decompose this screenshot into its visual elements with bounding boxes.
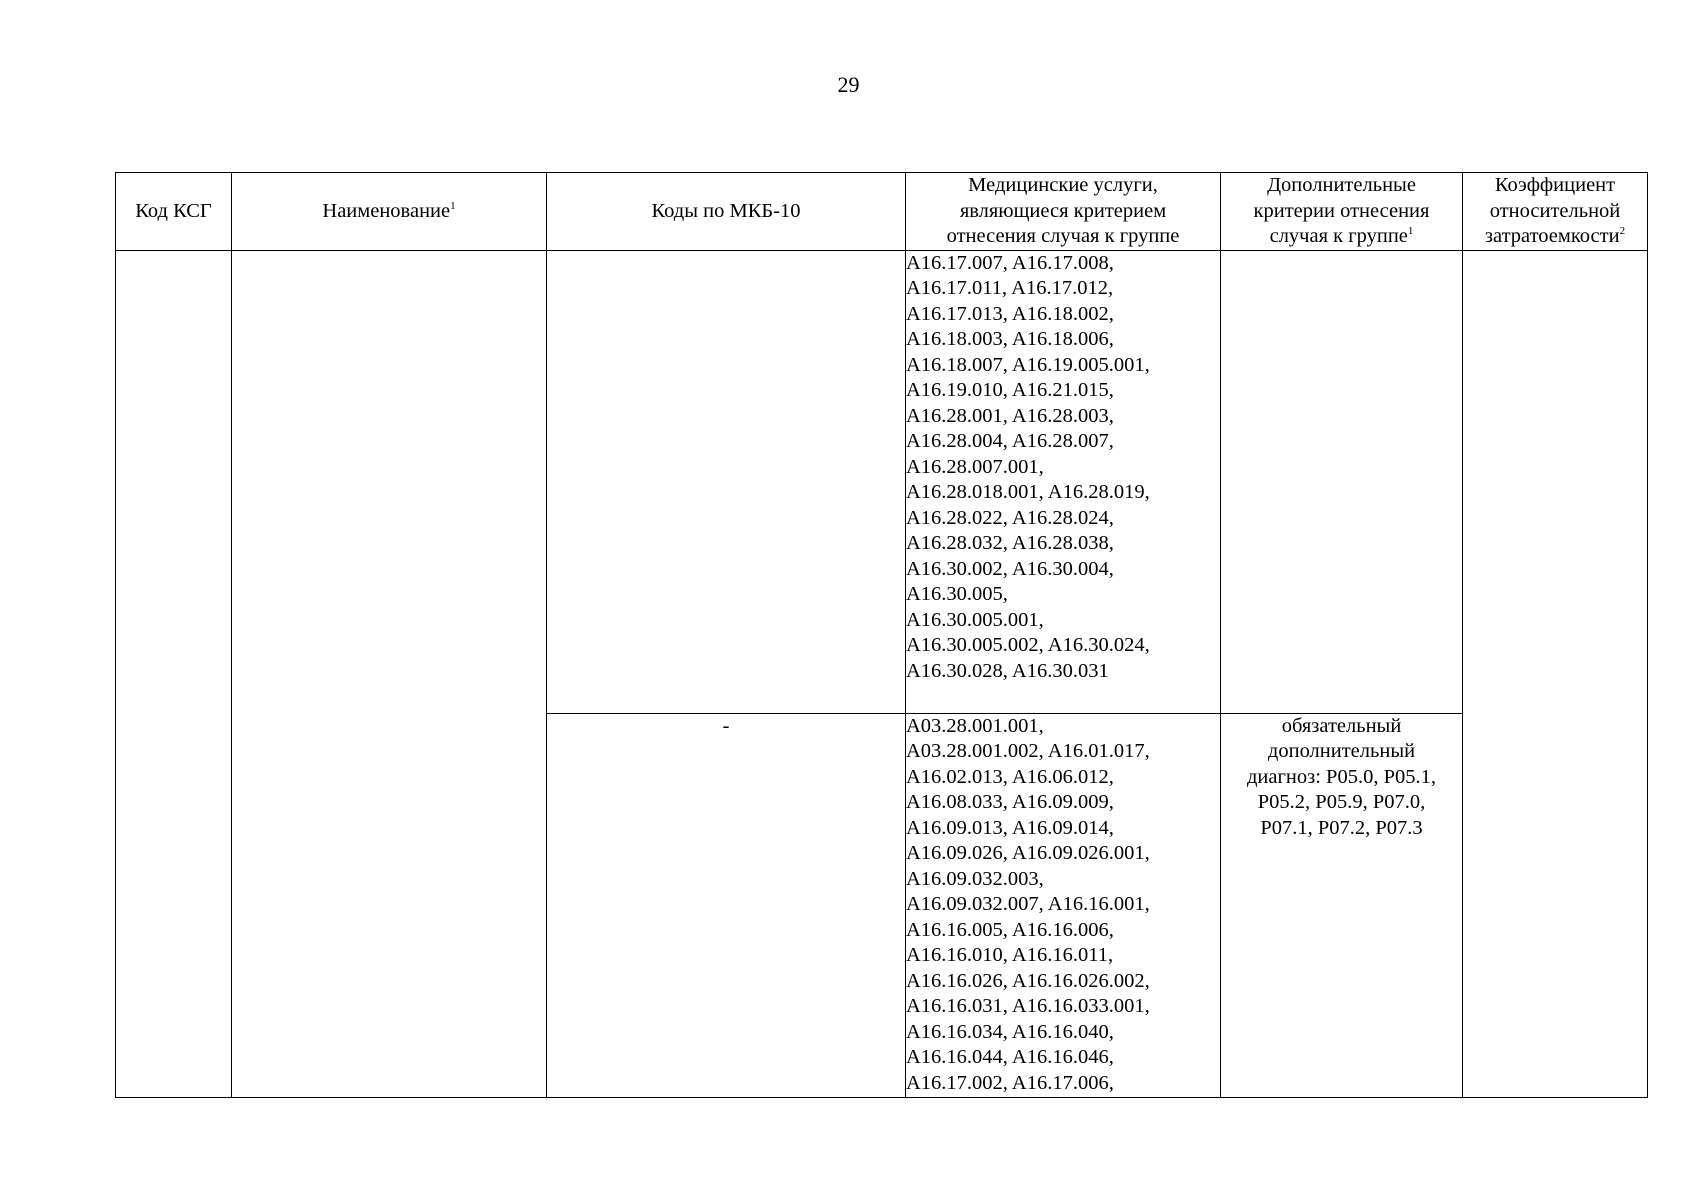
service-code-line: A16.17.007, A16.17.008,: [906, 251, 1114, 274]
service-code-line: A03.28.001.001,: [906, 714, 1044, 737]
service-code-line: A16.09.026, A16.09.026.001,: [906, 842, 1150, 864]
service-code-line: A16.28.018.001, A16.28.019,: [906, 481, 1150, 503]
header-services-line: являющиеся критерием: [959, 199, 1167, 222]
service-code-line: A16.09.032.007, A16.16.001,: [906, 893, 1150, 915]
service-code-line: A16.17.013, A16.18.002,: [906, 302, 1114, 325]
service-code-line: A16.16.031, A16.16.033.001,: [906, 995, 1150, 1017]
service-code-line: A16.17.002, A16.17.006,: [906, 1071, 1114, 1094]
service-code-line: A03.28.001.002, A16.01.017,: [906, 740, 1150, 762]
ksg-table: [115, 172, 1648, 1098]
header-name-label: Наименование: [322, 199, 451, 222]
page-number: 29: [837, 72, 860, 97]
service-code-line: A16.28.007.001,: [906, 455, 1044, 478]
header-services-line: Медицинские услуги,: [968, 174, 1158, 196]
service-code-line: A16.28.004, A16.28.007,: [906, 430, 1114, 452]
extra-criteria-cell: [1221, 250, 1463, 713]
service-code-line: A16.18.003, A16.18.006,: [906, 328, 1114, 350]
header-extra-line: Дополнительные: [1267, 174, 1416, 196]
header-coef-line: относительной: [1489, 199, 1621, 222]
service-code-line: A16.09.013, A16.09.014,: [906, 816, 1114, 839]
name-cell: [232, 250, 547, 1097]
extra-criteria-line: дополнительный: [1267, 740, 1416, 762]
header-ksg-code: [116, 173, 232, 251]
service-code-line: A16.28.022, A16.28.024,: [906, 506, 1114, 529]
footnote-mark: 2: [1619, 225, 1626, 237]
extra-criteria-line: обязательный: [1281, 714, 1402, 737]
service-code-line: A16.17.011, A16.17.012,: [906, 277, 1114, 299]
header-extra-line: критерии отнесения: [1253, 199, 1430, 222]
service-code-line: A16.02.013, A16.06.012,: [906, 765, 1114, 788]
extra-criteria-line: P05.2, P05.9, P07.0,: [1257, 791, 1426, 813]
service-code-line: A16.16.044, A16.16.046,: [906, 1046, 1114, 1068]
service-code-line: A16.30.028, A16.30.031: [906, 659, 1109, 682]
service-code-line: A16.30.005.001,: [906, 608, 1044, 631]
services-cell: [906, 713, 1221, 1097]
service-code-line: A16.16.005, A16.16.006,: [906, 918, 1114, 941]
coefficient-cell: [1463, 250, 1648, 1097]
header-services-line: отнесения случая к группе: [946, 225, 1180, 247]
extra-criteria-line: диагноз: P05.0, P05.1,: [1247, 765, 1436, 788]
footnote-mark: 1: [450, 199, 456, 212]
footnote-mark: 1: [1407, 225, 1414, 237]
service-code-line: A16.16.010, A16.16.011,: [906, 944, 1114, 966]
table-row: [116, 250, 1648, 713]
extra-criteria-line: P07.1, P07.2, P07.3: [1260, 816, 1423, 839]
header-coefficient: [1463, 173, 1648, 251]
header-extra-criteria: [1221, 173, 1463, 251]
table-header-row: [116, 173, 1648, 251]
extra-criteria-cell: [1221, 713, 1463, 1097]
service-code-line: A16.30.002, A16.30.004,: [906, 557, 1114, 580]
header-name: [232, 173, 547, 251]
service-code-line: A16.28.032, A16.28.038,: [906, 532, 1114, 554]
ksg-code-cell: [116, 250, 232, 1097]
mkb-cell: -: [547, 713, 906, 1097]
service-code-line: A16.16.034, A16.16.040,: [906, 1020, 1114, 1043]
header-services: [906, 173, 1221, 251]
header-mkb-codes-label: Коды по МКБ-10: [651, 199, 801, 222]
mkb-cell: [547, 250, 906, 713]
header-extra-line: случая к группе: [1269, 225, 1408, 247]
header-coef-line: Коэффициент: [1494, 174, 1616, 196]
service-code-line: A16.18.007, A16.19.005.001,: [906, 353, 1150, 376]
service-code-line: A16.19.010, A16.21.015,: [906, 379, 1114, 401]
service-code-line: A16.30.005,: [906, 583, 1008, 605]
header-ksg-code-label: Код КСГ: [135, 199, 212, 222]
service-code-line: A16.28.001, A16.28.003,: [906, 404, 1114, 427]
service-code-line: A16.08.033, A16.09.009,: [906, 791, 1114, 813]
service-code-line: A16.16.026, A16.16.026.002,: [906, 969, 1150, 992]
service-code-line: A16.09.032.003,: [906, 867, 1044, 890]
header-mkb-codes: [547, 173, 906, 251]
services-cell: [906, 250, 1221, 713]
service-code-line: A16.30.005.002, A16.30.024,: [906, 634, 1150, 656]
header-coef-line: затратоемкости: [1484, 225, 1620, 247]
